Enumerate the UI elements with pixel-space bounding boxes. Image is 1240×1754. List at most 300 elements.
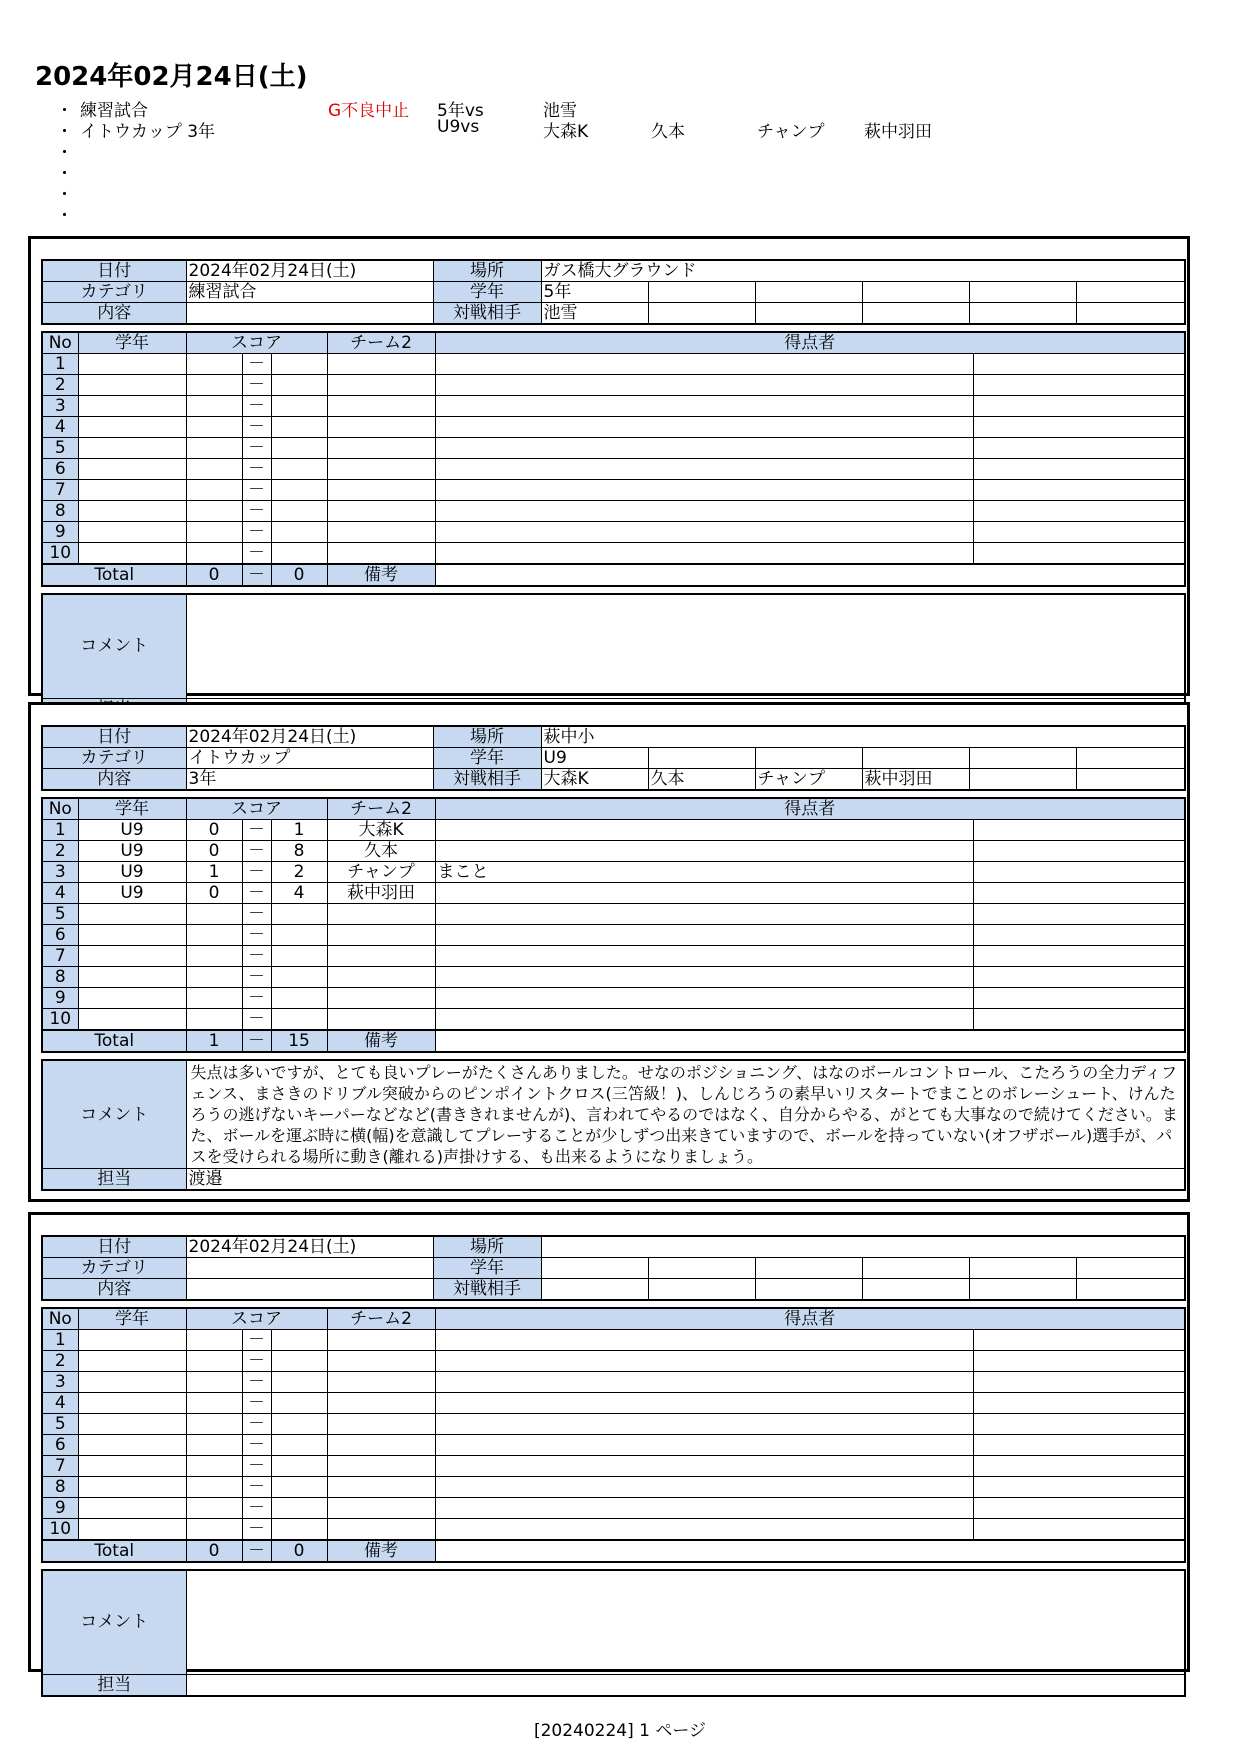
row-grade — [78, 1498, 186, 1519]
row-grade — [78, 522, 186, 543]
row-scorer — [435, 1330, 973, 1351]
comment-value: 失点は多いですが、とても良いプレーがたくさんありました。せなのポジショニング、はなのボールコントロール、こたろうの全力ディフェンス、まさきのドリブル突破からのピンポイントクロス(三笘級！)、しんじろうの素早いリスタートでまことのボレーシュート、けんたろうの逃げないキーパーなどなど(書ききれませんが)、言われてやるのではなく、自分からやる、がとても大事なので続けてください。また、ボールを運ぶ時に横(幅)を意識してプレーすることが少しずつ出来きていますので、ボールを持っていない(オフザボール)選手が、パスを受けられる場所に動き(離れる)声掛けする、も出来るようになりましょう。 — [186, 1060, 1185, 1169]
row-team2 — [327, 480, 435, 501]
row-score-away: 8 — [271, 841, 327, 862]
row-scorer-extra — [973, 1393, 1185, 1414]
row-scorer-extra — [973, 522, 1185, 543]
opponent-value — [969, 1279, 1076, 1301]
total-label: Total — [42, 1030, 186, 1052]
score-header: スコア — [186, 332, 327, 354]
row-grade — [78, 946, 186, 967]
row-team2 — [327, 1372, 435, 1393]
row-score-dash: － — [242, 396, 271, 417]
category-value: イトウカップ — [186, 748, 433, 769]
row-score-dash: － — [242, 459, 271, 480]
row-score-home — [186, 438, 242, 459]
team2-header: チーム2 — [327, 798, 435, 820]
row-scorer-extra — [973, 375, 1185, 396]
row-scorer — [435, 1351, 973, 1372]
row-score-home — [186, 1435, 242, 1456]
row-scorer-extra — [973, 1498, 1185, 1519]
row-number: 2 — [42, 375, 78, 396]
row-score-dash: － — [242, 946, 271, 967]
opponent-value — [1076, 769, 1185, 791]
summary-opp1: 大森K — [543, 122, 589, 142]
grade-header: 学年 — [78, 798, 186, 820]
summary-row — [0, 201, 1240, 226]
summary-grade: U9vs — [437, 117, 480, 137]
row-scorer — [435, 459, 973, 480]
opponent-label: 対戦相手 — [433, 1279, 541, 1301]
grade-extra-cell — [969, 1258, 1076, 1279]
row-scorer-extra — [973, 862, 1185, 883]
row-score-home — [186, 417, 242, 438]
opponent-value — [862, 303, 969, 325]
row-team2 — [327, 1414, 435, 1435]
row-score-away — [271, 375, 327, 396]
place-value: 萩中小 — [541, 726, 1185, 748]
row-team2: 萩中羽田 — [327, 883, 435, 904]
row-team2 — [327, 1351, 435, 1372]
scorer-header: 得点者 — [435, 798, 1185, 820]
row-score-home — [186, 946, 242, 967]
row-scorer — [435, 480, 973, 501]
row-scorer — [435, 522, 973, 543]
staff-value: 渡邉 — [186, 1169, 1185, 1191]
row-grade — [78, 459, 186, 480]
row-grade — [78, 925, 186, 946]
row-score-away — [271, 1477, 327, 1498]
row-score-away — [271, 522, 327, 543]
row-score-home — [186, 1498, 242, 1519]
row-number: 10 — [42, 1519, 78, 1541]
row-scorer-extra — [973, 904, 1185, 925]
opponent-value — [648, 303, 755, 325]
row-score-dash: － — [242, 904, 271, 925]
row-team2: チャンプ — [327, 862, 435, 883]
row-score-home — [186, 396, 242, 417]
row-grade — [78, 1519, 186, 1541]
score-row — [42, 820, 1185, 841]
staff-value — [186, 1674, 1185, 1696]
row-scorer-extra — [973, 459, 1185, 480]
content-value — [186, 1279, 433, 1301]
match-info-table — [41, 1235, 1186, 1301]
scorer-header: 得点者 — [435, 1308, 1185, 1330]
row-team2: 久本 — [327, 841, 435, 862]
row-scorer — [435, 1414, 973, 1435]
row-number: 5 — [42, 904, 78, 925]
score-row — [42, 1009, 1185, 1031]
score-row — [42, 1414, 1185, 1435]
grade-label: 学年 — [433, 1258, 541, 1279]
row-team2 — [327, 1456, 435, 1477]
row-scorer — [435, 375, 973, 396]
grade-extra-cell — [648, 748, 755, 769]
comment-table — [41, 1059, 1186, 1191]
opponent-value — [755, 303, 862, 325]
row-score-away — [271, 417, 327, 438]
comment-label: コメント — [42, 1060, 186, 1169]
row-scorer — [435, 1435, 973, 1456]
row-team2 — [327, 988, 435, 1009]
row-score-home — [186, 543, 242, 565]
row-scorer — [435, 1009, 973, 1031]
grade-extra-cell — [1076, 1258, 1185, 1279]
summary-bullet: ・ — [56, 185, 73, 205]
row-score-home — [186, 925, 242, 946]
no-header: No — [42, 332, 78, 354]
score-row — [42, 1519, 1185, 1541]
summary-row — [0, 180, 1240, 205]
row-number: 9 — [42, 1498, 78, 1519]
page-title: 2024年02月24日(土) — [35, 62, 308, 92]
row-number: 4 — [42, 1393, 78, 1414]
row-scorer-extra — [973, 480, 1185, 501]
comment-value — [186, 594, 1185, 698]
row-grade — [78, 480, 186, 501]
opponent-value — [1076, 1279, 1185, 1301]
row-team2 — [327, 501, 435, 522]
row-grade — [78, 1009, 186, 1031]
row-score-home — [186, 904, 242, 925]
total-away: 15 — [271, 1030, 327, 1052]
no-header: No — [42, 798, 78, 820]
summary-row — [0, 117, 1240, 142]
content-value: 3年 — [186, 769, 433, 791]
row-score-dash: － — [242, 1477, 271, 1498]
row-number: 4 — [42, 417, 78, 438]
total-label: Total — [42, 1540, 186, 1562]
row-team2 — [327, 459, 435, 480]
row-grade — [78, 417, 186, 438]
date-label: 日付 — [42, 260, 186, 282]
row-scorer — [435, 925, 973, 946]
row-score-dash: － — [242, 354, 271, 375]
row-number: 8 — [42, 501, 78, 522]
score-row — [42, 396, 1185, 417]
summary-name: イトウカップ 3年 — [80, 122, 216, 142]
row-number: 10 — [42, 543, 78, 565]
row-scorer — [435, 967, 973, 988]
row-number: 6 — [42, 925, 78, 946]
row-scorer-extra — [973, 1414, 1185, 1435]
row-grade — [78, 1435, 186, 1456]
row-number: 7 — [42, 1456, 78, 1477]
row-number: 3 — [42, 862, 78, 883]
row-scorer-extra — [973, 1456, 1185, 1477]
staff-label: 担当 — [42, 1674, 186, 1696]
score-row — [42, 1456, 1185, 1477]
row-team2 — [327, 522, 435, 543]
row-scorer-extra — [973, 967, 1185, 988]
row-number: 6 — [42, 459, 78, 480]
total-home: 0 — [186, 1540, 242, 1562]
remarks-label: 備考 — [327, 1540, 435, 1562]
row-number: 1 — [42, 1330, 78, 1351]
row-score-home — [186, 1477, 242, 1498]
score-row — [42, 862, 1185, 883]
place-value: ガス橋大グラウンド — [541, 260, 1185, 282]
opponent-value: 萩中羽田 — [862, 769, 969, 791]
score-row — [42, 375, 1185, 396]
row-score-home: 1 — [186, 862, 242, 883]
row-grade — [78, 1372, 186, 1393]
row-number: 6 — [42, 1435, 78, 1456]
row-score-home — [186, 1393, 242, 1414]
score-header: スコア — [186, 798, 327, 820]
score-row — [42, 988, 1185, 1009]
row-score-home — [186, 1519, 242, 1541]
row-score-away — [271, 925, 327, 946]
summary-bullet: ・ — [56, 101, 73, 121]
summary-opp2: 久本 — [651, 122, 685, 142]
summary-name: 練習試合 — [80, 101, 148, 121]
row-scorer — [435, 543, 973, 565]
row-scorer — [435, 354, 973, 375]
opponent-value — [862, 1279, 969, 1301]
row-scorer-extra — [973, 988, 1185, 1009]
row-scorer-extra — [973, 438, 1185, 459]
match-card — [28, 702, 1190, 1202]
grade-extra-cell — [862, 1258, 969, 1279]
score-row — [42, 354, 1185, 375]
category-value: 練習試合 — [186, 282, 433, 303]
row-score-dash: － — [242, 1498, 271, 1519]
row-team2 — [327, 1009, 435, 1031]
row-grade — [78, 988, 186, 1009]
row-scorer: まこと — [435, 862, 973, 883]
remarks-label: 備考 — [327, 1030, 435, 1052]
summary-status: G不良中止 — [328, 101, 410, 121]
summary-opp3: チャンプ — [757, 122, 825, 142]
score-header: スコア — [186, 1308, 327, 1330]
row-score-home — [186, 459, 242, 480]
row-team2 — [327, 354, 435, 375]
row-number: 5 — [42, 1414, 78, 1435]
row-scorer-extra — [973, 925, 1185, 946]
row-number: 3 — [42, 396, 78, 417]
no-header: No — [42, 1308, 78, 1330]
row-score-dash: － — [242, 417, 271, 438]
summary-opp1: 池雪 — [543, 101, 577, 121]
row-score-dash: － — [242, 375, 271, 396]
score-row — [42, 522, 1185, 543]
row-scorer — [435, 1498, 973, 1519]
content-label: 内容 — [42, 769, 186, 791]
row-score-dash: － — [242, 480, 271, 501]
opponent-value — [969, 769, 1076, 791]
row-score-dash: － — [242, 501, 271, 522]
comment-value — [186, 1570, 1185, 1674]
row-score-away — [271, 480, 327, 501]
row-score-home — [186, 1414, 242, 1435]
row-scorer-extra — [973, 820, 1185, 841]
row-grade — [78, 1393, 186, 1414]
row-score-away: 1 — [271, 820, 327, 841]
row-team2 — [327, 1519, 435, 1541]
grade-extra-cell — [648, 1258, 755, 1279]
row-grade — [78, 904, 186, 925]
grade-value: 5年 — [541, 282, 648, 303]
opponent-value — [969, 303, 1076, 325]
category-label: カテゴリ — [42, 1258, 186, 1279]
row-number: 9 — [42, 988, 78, 1009]
grade-value: U9 — [541, 748, 648, 769]
opponent-value: 池雪 — [541, 303, 648, 325]
row-grade — [78, 1477, 186, 1498]
row-team2 — [327, 1330, 435, 1351]
row-score-dash: － — [242, 967, 271, 988]
match-card — [28, 1212, 1190, 1695]
summary-bullet: ・ — [56, 206, 73, 226]
row-team2 — [327, 543, 435, 565]
row-grade — [78, 501, 186, 522]
row-score-home — [186, 1351, 242, 1372]
row-score-dash: － — [242, 820, 271, 841]
row-scorer — [435, 820, 973, 841]
row-score-away — [271, 543, 327, 565]
grade-extra-cell — [1076, 282, 1185, 303]
summary-opp4: 萩中羽田 — [864, 122, 932, 142]
row-team2 — [327, 417, 435, 438]
row-score-home — [186, 354, 242, 375]
row-scorer-extra — [973, 1351, 1185, 1372]
date-value: 2024年02月24日(土) — [186, 1236, 433, 1258]
row-scorer-extra — [973, 501, 1185, 522]
row-score-dash: － — [242, 1456, 271, 1477]
row-scorer — [435, 501, 973, 522]
content-value — [186, 303, 433, 325]
team2-header: チーム2 — [327, 332, 435, 354]
row-scorer-extra — [973, 841, 1185, 862]
row-score-home — [186, 1372, 242, 1393]
opponent-value: チャンプ — [755, 769, 862, 791]
remarks-value — [435, 1540, 1185, 1562]
opponent-value — [648, 1279, 755, 1301]
score-table — [41, 1307, 1186, 1563]
comment-label: コメント — [42, 594, 186, 698]
row-score-away — [271, 946, 327, 967]
row-score-dash: － — [242, 883, 271, 904]
row-score-dash: － — [242, 988, 271, 1009]
row-team2 — [327, 375, 435, 396]
summary-row — [0, 159, 1240, 184]
total-home: 0 — [186, 564, 242, 586]
row-score-dash: － — [242, 1009, 271, 1031]
row-grade — [78, 543, 186, 565]
row-score-dash: － — [242, 1414, 271, 1435]
row-scorer — [435, 438, 973, 459]
grade-extra-cell — [862, 748, 969, 769]
grade-header: 学年 — [78, 1308, 186, 1330]
row-score-away: 4 — [271, 883, 327, 904]
row-scorer-extra — [973, 1435, 1185, 1456]
row-score-away — [271, 1456, 327, 1477]
score-row — [42, 883, 1185, 904]
row-grade: U9 — [78, 862, 186, 883]
grade-extra-cell — [755, 748, 862, 769]
row-scorer-extra — [973, 1009, 1185, 1031]
row-scorer — [435, 1372, 973, 1393]
row-score-dash: － — [242, 1351, 271, 1372]
row-number: 10 — [42, 1009, 78, 1031]
total-dash: － — [242, 1030, 271, 1052]
row-team2 — [327, 1393, 435, 1414]
score-row — [42, 543, 1185, 565]
row-score-dash: － — [242, 1519, 271, 1541]
summary-row — [0, 138, 1240, 163]
row-scorer-extra — [973, 417, 1185, 438]
row-score-home — [186, 988, 242, 1009]
summary-bullet: ・ — [56, 122, 73, 142]
grade-extra-cell — [1076, 748, 1185, 769]
row-grade — [78, 1414, 186, 1435]
row-number: 8 — [42, 1477, 78, 1498]
row-number: 1 — [42, 820, 78, 841]
row-number: 4 — [42, 883, 78, 904]
row-score-dash: － — [242, 1330, 271, 1351]
row-scorer — [435, 396, 973, 417]
row-scorer — [435, 1477, 973, 1498]
score-row — [42, 841, 1185, 862]
row-number: 7 — [42, 480, 78, 501]
grade-label: 学年 — [433, 748, 541, 769]
row-team2 — [327, 967, 435, 988]
row-grade — [78, 1456, 186, 1477]
score-row — [42, 1393, 1185, 1414]
row-scorer — [435, 988, 973, 1009]
row-score-away — [271, 1519, 327, 1541]
opponent-value: 大森K — [541, 769, 648, 791]
row-score-away — [271, 1414, 327, 1435]
row-scorer — [435, 946, 973, 967]
opponent-label: 対戦相手 — [433, 769, 541, 791]
row-score-away — [271, 1498, 327, 1519]
row-score-away: 2 — [271, 862, 327, 883]
grade-extra-cell — [648, 282, 755, 303]
opponent-value — [755, 1279, 862, 1301]
row-team2 — [327, 946, 435, 967]
score-row — [42, 925, 1185, 946]
date-value: 2024年02月24日(土) — [186, 726, 433, 748]
row-grade: U9 — [78, 841, 186, 862]
date-label: 日付 — [42, 1236, 186, 1258]
score-row — [42, 946, 1185, 967]
row-scorer — [435, 1456, 973, 1477]
score-row — [42, 480, 1185, 501]
remarks-label: 備考 — [327, 564, 435, 586]
row-team2 — [327, 1435, 435, 1456]
row-score-away — [271, 438, 327, 459]
total-label: Total — [42, 564, 186, 586]
place-label: 場所 — [433, 726, 541, 748]
row-score-home — [186, 1456, 242, 1477]
score-row — [42, 1372, 1185, 1393]
row-score-home — [186, 522, 242, 543]
grade-header: 学年 — [78, 332, 186, 354]
date-label: 日付 — [42, 726, 186, 748]
comment-label: コメント — [42, 1570, 186, 1674]
row-score-away — [271, 904, 327, 925]
grade-label: 学年 — [433, 282, 541, 303]
row-score-home — [186, 1330, 242, 1351]
grade-extra-cell — [862, 282, 969, 303]
score-row — [42, 1435, 1185, 1456]
row-scorer-extra — [973, 396, 1185, 417]
summary-grade: 5年vs — [437, 101, 484, 121]
row-score-away — [271, 1330, 327, 1351]
